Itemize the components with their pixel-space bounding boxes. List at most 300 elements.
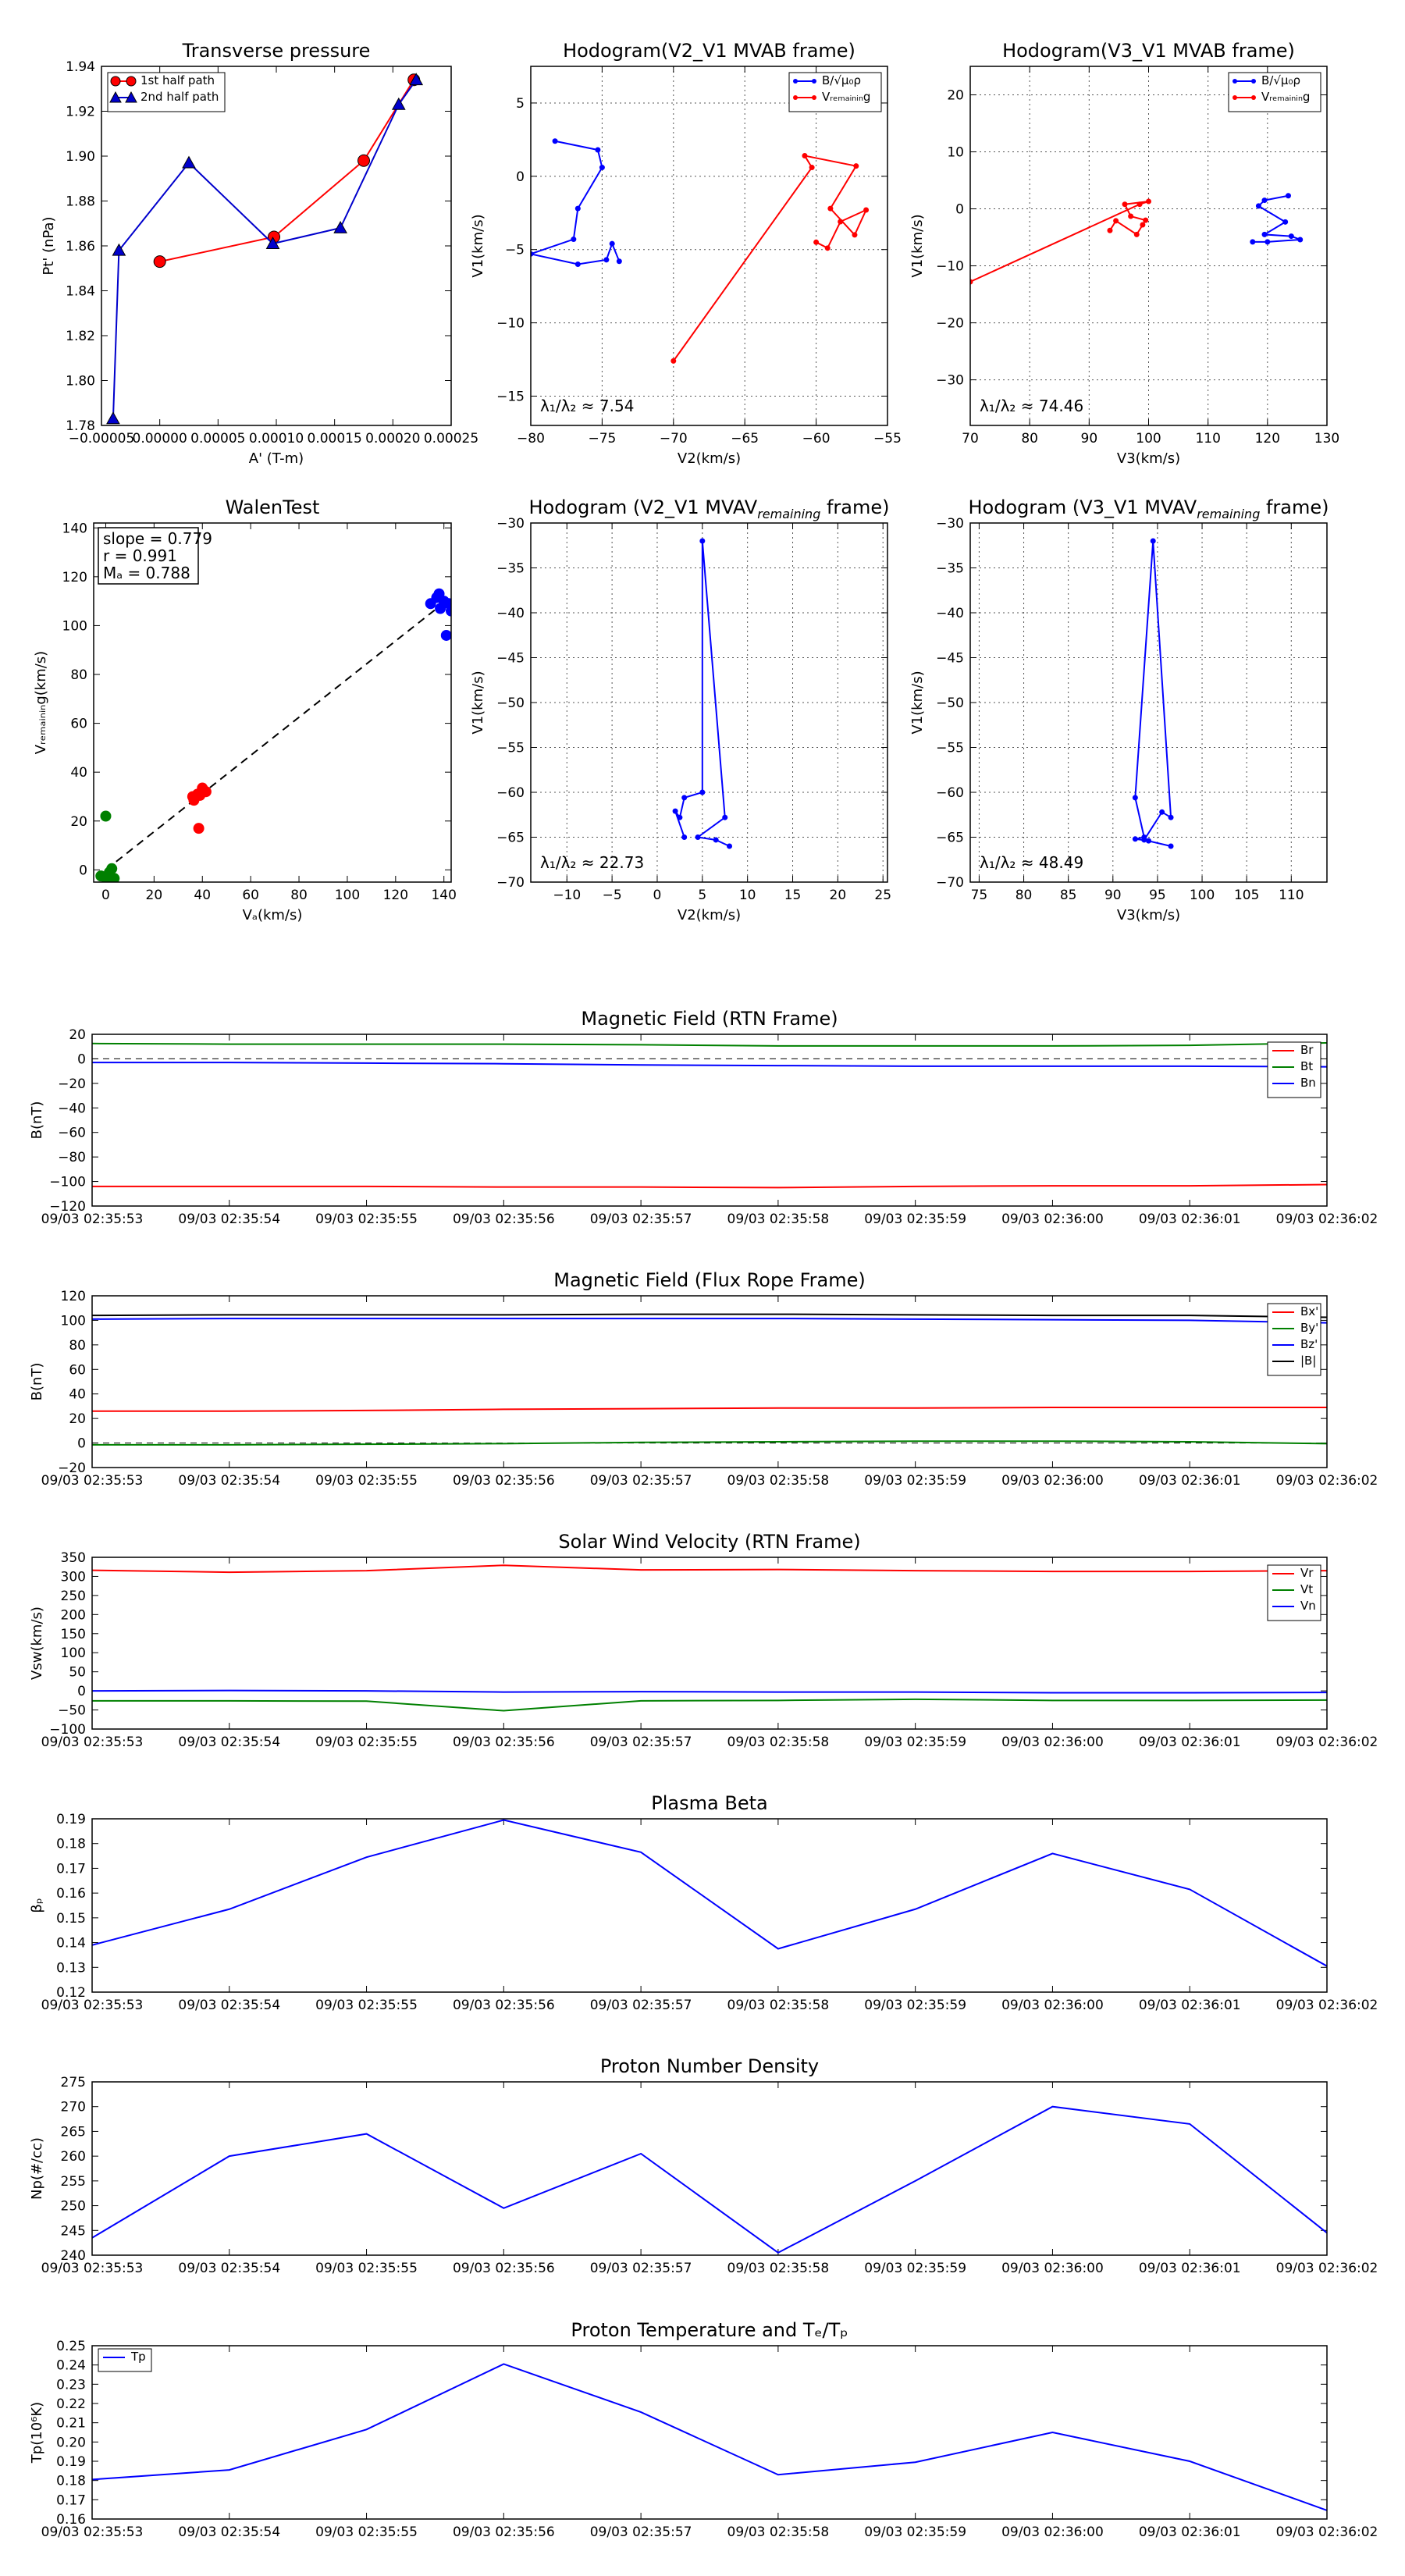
y-tick-label: 265 bbox=[60, 2124, 86, 2140]
plot-frame bbox=[531, 66, 887, 425]
x-tick-label: 25 bbox=[874, 888, 892, 903]
plot-frame bbox=[92, 1034, 1327, 1206]
x-tick-label: 09/03 02:36:00 bbox=[1001, 1735, 1104, 1750]
y-tick-label: −35 bbox=[496, 560, 525, 577]
x-tick-label: 09/03 02:35:56 bbox=[452, 2524, 555, 2540]
y-tick-label: −30 bbox=[496, 516, 525, 532]
legend-marker bbox=[793, 79, 798, 84]
x-tick-label: 40 bbox=[194, 888, 212, 903]
y-tick-label: −45 bbox=[936, 650, 964, 667]
legend bbox=[108, 73, 225, 112]
x-tick-label: 09/03 02:35:56 bbox=[452, 2261, 555, 2276]
x-tick-label: −5 bbox=[602, 888, 622, 903]
y-axis-label: Np(#/cc) bbox=[29, 2137, 45, 2200]
data-point bbox=[1141, 834, 1147, 840]
x-tick-label: −0.00005 bbox=[68, 431, 135, 447]
series-0 bbox=[528, 138, 622, 267]
x-tick-label: 80 bbox=[290, 888, 308, 903]
data-point bbox=[681, 834, 687, 840]
x-tick-label: 09/03 02:35:55 bbox=[315, 1998, 418, 2013]
y-tick-label: 50 bbox=[69, 1664, 86, 1681]
legend-marker bbox=[1232, 79, 1237, 84]
y-tick-label: −65 bbox=[496, 830, 525, 846]
legend-label: Br bbox=[1300, 1043, 1314, 1057]
data-point bbox=[1264, 239, 1270, 244]
x-tick-label: 09/03 02:36:02 bbox=[1275, 2261, 1378, 2276]
y-tick-label: 100 bbox=[60, 1313, 86, 1329]
x-tick-label: 0 bbox=[653, 888, 662, 903]
x-tick-label: 09/03 02:36:01 bbox=[1138, 2261, 1241, 2276]
data-point bbox=[827, 206, 833, 212]
y-tick-label: 0 bbox=[77, 1436, 86, 1452]
data-point bbox=[194, 823, 205, 834]
y-tick-label: 255 bbox=[60, 2173, 86, 2190]
chart-title: Hodogram (V3_V1 $MVAV_{remaining}$ frame) bbox=[968, 496, 1329, 521]
y-tick-label: 1.84 bbox=[66, 283, 95, 300]
x-tick-label: 80 bbox=[1021, 431, 1038, 447]
y-tick-label: 0.16 bbox=[56, 1886, 86, 1902]
legend-label: Vn bbox=[1300, 1599, 1316, 1613]
legend-label: 1st half path bbox=[140, 73, 215, 87]
ratio-annotation: λ₁/λ₂ ≈ 48.49 bbox=[980, 853, 1084, 872]
x-tick-label: 0 bbox=[101, 888, 110, 903]
data-point bbox=[809, 165, 815, 170]
legend bbox=[1229, 73, 1321, 112]
y-tick-label: −20 bbox=[58, 1076, 86, 1092]
y-axis-label: B(nT) bbox=[29, 1362, 45, 1401]
legend-label: |B| bbox=[1300, 1354, 1317, 1368]
x-tick-label: 105 bbox=[1233, 888, 1260, 903]
y-tick-label: 0.24 bbox=[56, 2357, 86, 2374]
y-tick-label: 1.92 bbox=[66, 104, 95, 120]
chart-title: Hodogram (V2_V1 $MVAV_{remaining}$ frame) bbox=[528, 496, 890, 521]
data-point bbox=[571, 237, 576, 242]
x-tick-label: 90 bbox=[1104, 888, 1122, 903]
chart-bmag bbox=[29, 1008, 1378, 1227]
data-point bbox=[603, 257, 609, 262]
plot-frame bbox=[92, 2346, 1327, 2519]
chart-walen bbox=[33, 496, 457, 923]
y-tick-label: 0 bbox=[77, 1051, 86, 1068]
chart-title: Transverse pressure bbox=[182, 40, 371, 62]
x-tick-label: 0.00020 bbox=[365, 431, 421, 447]
y-tick-label: 0.17 bbox=[56, 2492, 86, 2509]
x-tick-label: 0.00005 bbox=[190, 431, 246, 447]
y-tick-label: −60 bbox=[496, 785, 525, 801]
y-tick-label: −40 bbox=[936, 606, 964, 621]
x-tick-label: 09/03 02:35:57 bbox=[589, 2261, 692, 2276]
data-point bbox=[1143, 218, 1148, 223]
data-point bbox=[1107, 228, 1112, 233]
legend-marker bbox=[126, 76, 136, 86]
legend-label: Vt bbox=[1300, 1582, 1314, 1596]
series-line bbox=[92, 1062, 1327, 1067]
y-axis-label: Vᵣₑₘₐᵢₙᵢₙg(km/s) bbox=[33, 650, 49, 755]
chart-h31v bbox=[909, 496, 1329, 923]
x-tick-label: 09/03 02:35:59 bbox=[864, 1998, 967, 2013]
legend-label: Bx' bbox=[1300, 1304, 1319, 1318]
data-point bbox=[699, 539, 705, 544]
data-point bbox=[695, 834, 701, 840]
series-3 bbox=[92, 1315, 1327, 1318]
y-tick-label: −65 bbox=[936, 830, 964, 846]
y-tick-label: 1.86 bbox=[66, 239, 95, 254]
data-point bbox=[595, 148, 600, 153]
x-tick-label: 09/03 02:36:02 bbox=[1275, 1473, 1378, 1489]
x-tick-label: 09/03 02:35:53 bbox=[41, 1735, 144, 1750]
series-1 bbox=[968, 199, 1152, 285]
data-point bbox=[802, 153, 807, 158]
x-tick-label: 09/03 02:35:54 bbox=[178, 2524, 281, 2540]
data-point bbox=[1134, 232, 1140, 237]
series-0 bbox=[92, 1185, 1327, 1188]
data-point bbox=[183, 157, 195, 168]
legend-marker bbox=[812, 95, 816, 100]
x-tick-label: 95 bbox=[1149, 888, 1166, 903]
x-tick-label: 09/03 02:35:58 bbox=[727, 2261, 830, 2276]
legend-label: By' bbox=[1300, 1321, 1319, 1335]
x-tick-label: 09/03 02:36:00 bbox=[1001, 1998, 1104, 2013]
chart-title-end: frame) bbox=[1260, 496, 1329, 518]
data-point bbox=[727, 844, 732, 849]
data-point bbox=[617, 258, 622, 264]
legend bbox=[1268, 1042, 1321, 1098]
x-tick-label: 09/03 02:36:02 bbox=[1275, 1735, 1378, 1750]
series-0 bbox=[92, 1407, 1327, 1411]
series-line bbox=[674, 156, 866, 361]
series-line bbox=[92, 1820, 1327, 1966]
y-axis-label: V1(km/s) bbox=[470, 214, 486, 278]
x-tick-label: 09/03 02:35:53 bbox=[41, 1998, 144, 2013]
y-tick-label: 0.12 bbox=[56, 1985, 86, 2001]
x-tick-label: 09/03 02:36:00 bbox=[1001, 2524, 1104, 2540]
x-tick-label: 09/03 02:36:00 bbox=[1001, 1212, 1104, 1227]
x-tick-label: 09/03 02:35:54 bbox=[178, 2261, 281, 2276]
y-tick-label: −100 bbox=[49, 1722, 86, 1738]
data-point bbox=[358, 155, 370, 166]
data-point bbox=[154, 256, 165, 268]
data-point bbox=[1113, 218, 1119, 223]
y-tick-label: −40 bbox=[496, 606, 525, 621]
y-tick-label: 20 bbox=[69, 1411, 86, 1428]
data-point bbox=[575, 262, 581, 267]
y-tick-label: 0 bbox=[955, 201, 964, 218]
y-tick-label: −20 bbox=[936, 315, 964, 332]
series-1 bbox=[187, 783, 212, 834]
series-line bbox=[531, 141, 619, 265]
legend-marker bbox=[793, 95, 798, 100]
x-tick-label: 20 bbox=[145, 888, 163, 903]
x-tick-label: 70 bbox=[962, 431, 979, 447]
y-axis-label: Pt' (nPa) bbox=[41, 216, 57, 276]
data-point bbox=[1262, 232, 1268, 237]
series-0 bbox=[92, 2107, 1327, 2253]
y-tick-label: 0.18 bbox=[56, 2473, 86, 2489]
y-tick-label: 20 bbox=[69, 1027, 86, 1043]
fit-line bbox=[105, 609, 436, 870]
x-tick-label: 09/03 02:35:58 bbox=[727, 1212, 830, 1227]
x-tick-label: 09/03 02:35:56 bbox=[452, 1473, 555, 1489]
data-point bbox=[1297, 237, 1303, 242]
y-axis-label: Tp(10⁶K) bbox=[29, 2401, 45, 2464]
data-point bbox=[1286, 193, 1291, 198]
y-tick-label: 80 bbox=[69, 1337, 86, 1354]
data-point bbox=[1262, 197, 1268, 203]
series-2 bbox=[92, 1062, 1327, 1067]
y-tick-label: 0.21 bbox=[56, 2415, 86, 2432]
y-tick-label: 140 bbox=[62, 521, 87, 537]
x-tick-label: 90 bbox=[1080, 431, 1098, 447]
x-tick-label: 09/03 02:35:58 bbox=[727, 1735, 830, 1750]
data-point bbox=[100, 811, 111, 822]
chart-tp bbox=[29, 2319, 1378, 2540]
chart-vsw bbox=[29, 1531, 1378, 1750]
y-tick-label: 150 bbox=[60, 1626, 86, 1642]
x-tick-label: 09/03 02:36:01 bbox=[1138, 1998, 1241, 2013]
chart-h21v bbox=[470, 496, 891, 923]
y-tick-label: −30 bbox=[936, 372, 964, 389]
chart-bfr bbox=[29, 1269, 1378, 1489]
x-tick-label: 110 bbox=[1195, 431, 1221, 447]
y-tick-label: 240 bbox=[60, 2248, 86, 2264]
data-point bbox=[441, 630, 452, 641]
series-line bbox=[1135, 541, 1171, 846]
series-line bbox=[92, 2107, 1327, 2253]
series-1 bbox=[670, 153, 869, 364]
x-tick-label: −80 bbox=[517, 431, 545, 447]
data-point bbox=[393, 98, 405, 109]
legend-label: 2nd half path bbox=[140, 90, 219, 104]
plot-frame bbox=[92, 1819, 1327, 1992]
x-tick-label: 09/03 02:35:56 bbox=[452, 1735, 555, 1750]
y-tick-label: 0.16 bbox=[56, 2512, 86, 2528]
x-tick-label: 120 bbox=[1254, 431, 1281, 447]
data-point bbox=[553, 138, 558, 144]
series-line bbox=[92, 2364, 1327, 2510]
stats-line: slope = 0.779 bbox=[103, 529, 212, 548]
legend-label: Bt bbox=[1300, 1059, 1314, 1073]
ratio-annotation: λ₁/λ₂ ≈ 74.46 bbox=[980, 397, 1084, 415]
series-2 bbox=[92, 1691, 1327, 1693]
chart-title: Hodogram(V2_V1 MVAB frame) bbox=[563, 40, 855, 62]
chart-title: Magnetic Field (Flux Rope Frame) bbox=[553, 1269, 866, 1291]
x-tick-label: 85 bbox=[1059, 888, 1077, 903]
x-tick-label: 09/03 02:35:54 bbox=[178, 1473, 281, 1489]
series-1 bbox=[92, 1699, 1327, 1711]
y-tick-label: 0 bbox=[516, 169, 525, 185]
data-point bbox=[1140, 222, 1145, 227]
legend-label: Bn bbox=[1300, 1076, 1316, 1090]
x-tick-label: 120 bbox=[382, 888, 409, 903]
y-tick-label: 270 bbox=[60, 2099, 86, 2115]
x-tick-label: 5 bbox=[698, 888, 707, 903]
x-tick-label: 0.00025 bbox=[423, 431, 479, 447]
y-tick-label: 1.94 bbox=[66, 59, 95, 75]
y-tick-label: 260 bbox=[60, 2149, 86, 2165]
x-tick-label: 80 bbox=[1015, 888, 1033, 903]
chart-title: Magnetic Field (RTN Frame) bbox=[581, 1008, 838, 1030]
y-tick-label: 0.17 bbox=[56, 1861, 86, 1877]
x-tick-label: 09/03 02:36:02 bbox=[1275, 1998, 1378, 2013]
x-tick-label: 15 bbox=[784, 888, 802, 903]
y-axis-label: V1(km/s) bbox=[909, 214, 926, 278]
x-tick-label: 09/03 02:35:57 bbox=[589, 2524, 692, 2540]
y-axis-label: V1(km/s) bbox=[909, 671, 926, 735]
x-tick-label: 09/03 02:36:01 bbox=[1138, 1735, 1241, 1750]
x-axis-label: V2(km/s) bbox=[677, 907, 742, 923]
y-tick-label: −70 bbox=[496, 875, 525, 891]
data-point bbox=[722, 815, 727, 820]
x-tick-label: 09/03 02:35:55 bbox=[315, 1212, 418, 1227]
y-axis-label: B(nT) bbox=[29, 1101, 45, 1140]
x-tick-label: −70 bbox=[659, 431, 688, 447]
chart-title: Solar Wind Velocity (RTN Frame) bbox=[558, 1531, 861, 1553]
chart-title-subscript: remaining bbox=[1197, 507, 1261, 521]
x-axis-label: A' (T-m) bbox=[248, 450, 304, 467]
ratio-annotation: λ₁/λ₂ ≈ 7.54 bbox=[540, 397, 635, 415]
chart-title: Plasma Beta bbox=[651, 1792, 768, 1814]
y-tick-label: 0.14 bbox=[56, 1935, 86, 1952]
x-tick-label: 09/03 02:36:00 bbox=[1001, 2261, 1104, 2276]
y-tick-label: 1.80 bbox=[66, 373, 95, 390]
y-tick-label: 120 bbox=[62, 569, 87, 585]
y-tick-label: −10 bbox=[936, 258, 964, 275]
y-tick-label: 200 bbox=[60, 1607, 86, 1624]
x-axis-label: Vₐ(km/s) bbox=[242, 907, 303, 923]
y-tick-label: 1.90 bbox=[66, 149, 95, 165]
stats-line: r = 0.991 bbox=[103, 546, 177, 565]
x-tick-label: 09/03 02:35:54 bbox=[178, 1735, 281, 1750]
x-tick-label: 09/03 02:35:58 bbox=[727, 1998, 830, 2013]
x-tick-label: 09/03 02:36:00 bbox=[1001, 1473, 1104, 1489]
data-point bbox=[813, 240, 819, 245]
x-tick-label: 09/03 02:35:59 bbox=[864, 1212, 967, 1227]
x-tick-label: 09/03 02:35:55 bbox=[315, 2524, 418, 2540]
data-point bbox=[1256, 203, 1261, 208]
x-tick-label: 09/03 02:36:01 bbox=[1138, 1473, 1241, 1489]
data-point bbox=[1133, 795, 1138, 800]
y-tick-label: −20 bbox=[58, 1461, 86, 1476]
y-tick-label: 245 bbox=[60, 2223, 86, 2240]
data-point bbox=[1128, 214, 1133, 219]
data-point bbox=[825, 245, 831, 251]
legend-marker bbox=[1251, 95, 1256, 100]
y-tick-label: −55 bbox=[496, 740, 525, 756]
series-line bbox=[92, 1043, 1327, 1046]
y-tick-label: −55 bbox=[936, 740, 964, 756]
y-tick-label: 100 bbox=[62, 618, 87, 635]
x-axis-label: V3(km/s) bbox=[1116, 450, 1181, 467]
y-tick-label: 0.19 bbox=[56, 2454, 86, 2470]
x-tick-label: 09/03 02:36:02 bbox=[1275, 2524, 1378, 2540]
x-tick-label: 09/03 02:35:58 bbox=[727, 1473, 830, 1489]
y-tick-label: 0.19 bbox=[56, 1812, 86, 1827]
series-1 bbox=[92, 1043, 1327, 1046]
chart-beta bbox=[29, 1792, 1378, 2013]
y-tick-label: 20 bbox=[947, 87, 964, 104]
y-tick-label: −45 bbox=[496, 650, 525, 667]
data-point bbox=[610, 241, 615, 247]
legend bbox=[1268, 1304, 1321, 1375]
x-tick-label: 09/03 02:35:57 bbox=[589, 1998, 692, 2013]
legend-label: Tp bbox=[131, 2350, 146, 2364]
y-tick-label: 0.25 bbox=[56, 2339, 86, 2354]
y-tick-label: −60 bbox=[936, 785, 964, 801]
data-point bbox=[106, 863, 117, 874]
data-point bbox=[334, 222, 347, 233]
x-tick-label: 09/03 02:35:57 bbox=[589, 1735, 692, 1750]
y-tick-label: −50 bbox=[936, 696, 964, 711]
series-0 bbox=[92, 1820, 1327, 1966]
x-tick-label: 60 bbox=[242, 888, 259, 903]
y-tick-label: 1.78 bbox=[66, 418, 95, 434]
y-tick-label: 1.82 bbox=[66, 329, 95, 344]
legend-marker bbox=[1251, 79, 1256, 84]
data-point bbox=[1146, 838, 1151, 844]
x-tick-label: 130 bbox=[1314, 431, 1340, 447]
y-tick-label: −80 bbox=[58, 1150, 86, 1166]
y-axis-label: βₚ bbox=[29, 1898, 45, 1913]
chart-title: Hodogram(V3_V1 MVAB frame) bbox=[1002, 40, 1295, 62]
plot-frame bbox=[92, 1557, 1327, 1729]
plot-frame bbox=[92, 2082, 1327, 2255]
data-point bbox=[107, 412, 119, 423]
series-0 bbox=[92, 1565, 1327, 1572]
y-tick-label: −15 bbox=[496, 389, 525, 405]
y-tick-label: 10 bbox=[947, 144, 964, 161]
x-tick-label: 09/03 02:35:56 bbox=[452, 1212, 555, 1227]
legend bbox=[789, 73, 881, 112]
series-line bbox=[92, 1318, 1327, 1323]
legend-label: B/√μ₀ρ bbox=[822, 73, 861, 87]
y-tick-label: 300 bbox=[60, 1569, 86, 1585]
y-tick-label: 40 bbox=[70, 765, 87, 781]
data-point bbox=[599, 165, 605, 170]
data-point bbox=[677, 815, 682, 820]
x-tick-label: 09/03 02:36:02 bbox=[1275, 1212, 1378, 1227]
data-point bbox=[713, 837, 719, 842]
chart-title: WalenTest bbox=[225, 496, 320, 518]
y-axis-label: Vsw(km/s) bbox=[29, 1606, 45, 1680]
ratio-annotation: λ₁/λ₂ ≈ 22.73 bbox=[540, 853, 645, 872]
y-tick-label: 60 bbox=[70, 716, 87, 732]
legend-label: Bz' bbox=[1300, 1337, 1318, 1351]
legend-marker bbox=[812, 79, 816, 84]
y-tick-label: 0 bbox=[77, 1684, 86, 1700]
x-tick-label: 09/03 02:35:55 bbox=[315, 1473, 418, 1489]
chart-title: Proton Number Density bbox=[599, 2055, 820, 2077]
series-0 bbox=[1250, 193, 1303, 244]
y-tick-label: −70 bbox=[936, 875, 964, 891]
series-2 bbox=[92, 1318, 1327, 1323]
chart-title-subscript: remaining bbox=[757, 507, 821, 521]
series-0 bbox=[1133, 539, 1174, 849]
legend-marker bbox=[111, 76, 120, 86]
x-tick-label: 0.00010 bbox=[248, 431, 304, 447]
y-tick-label: −50 bbox=[496, 696, 525, 711]
series-line bbox=[92, 1185, 1327, 1188]
x-tick-label: 100 bbox=[334, 888, 361, 903]
series-line bbox=[113, 80, 416, 418]
x-tick-label: −55 bbox=[873, 431, 902, 447]
chart-np bbox=[29, 2055, 1378, 2276]
legend bbox=[98, 2349, 151, 2371]
x-tick-label: 0.00015 bbox=[307, 431, 362, 447]
x-tick-label: 09/03 02:35:53 bbox=[41, 1473, 144, 1489]
y-tick-label: 40 bbox=[69, 1386, 86, 1403]
y-tick-label: −30 bbox=[936, 516, 964, 532]
y-tick-label: −100 bbox=[49, 1174, 86, 1190]
